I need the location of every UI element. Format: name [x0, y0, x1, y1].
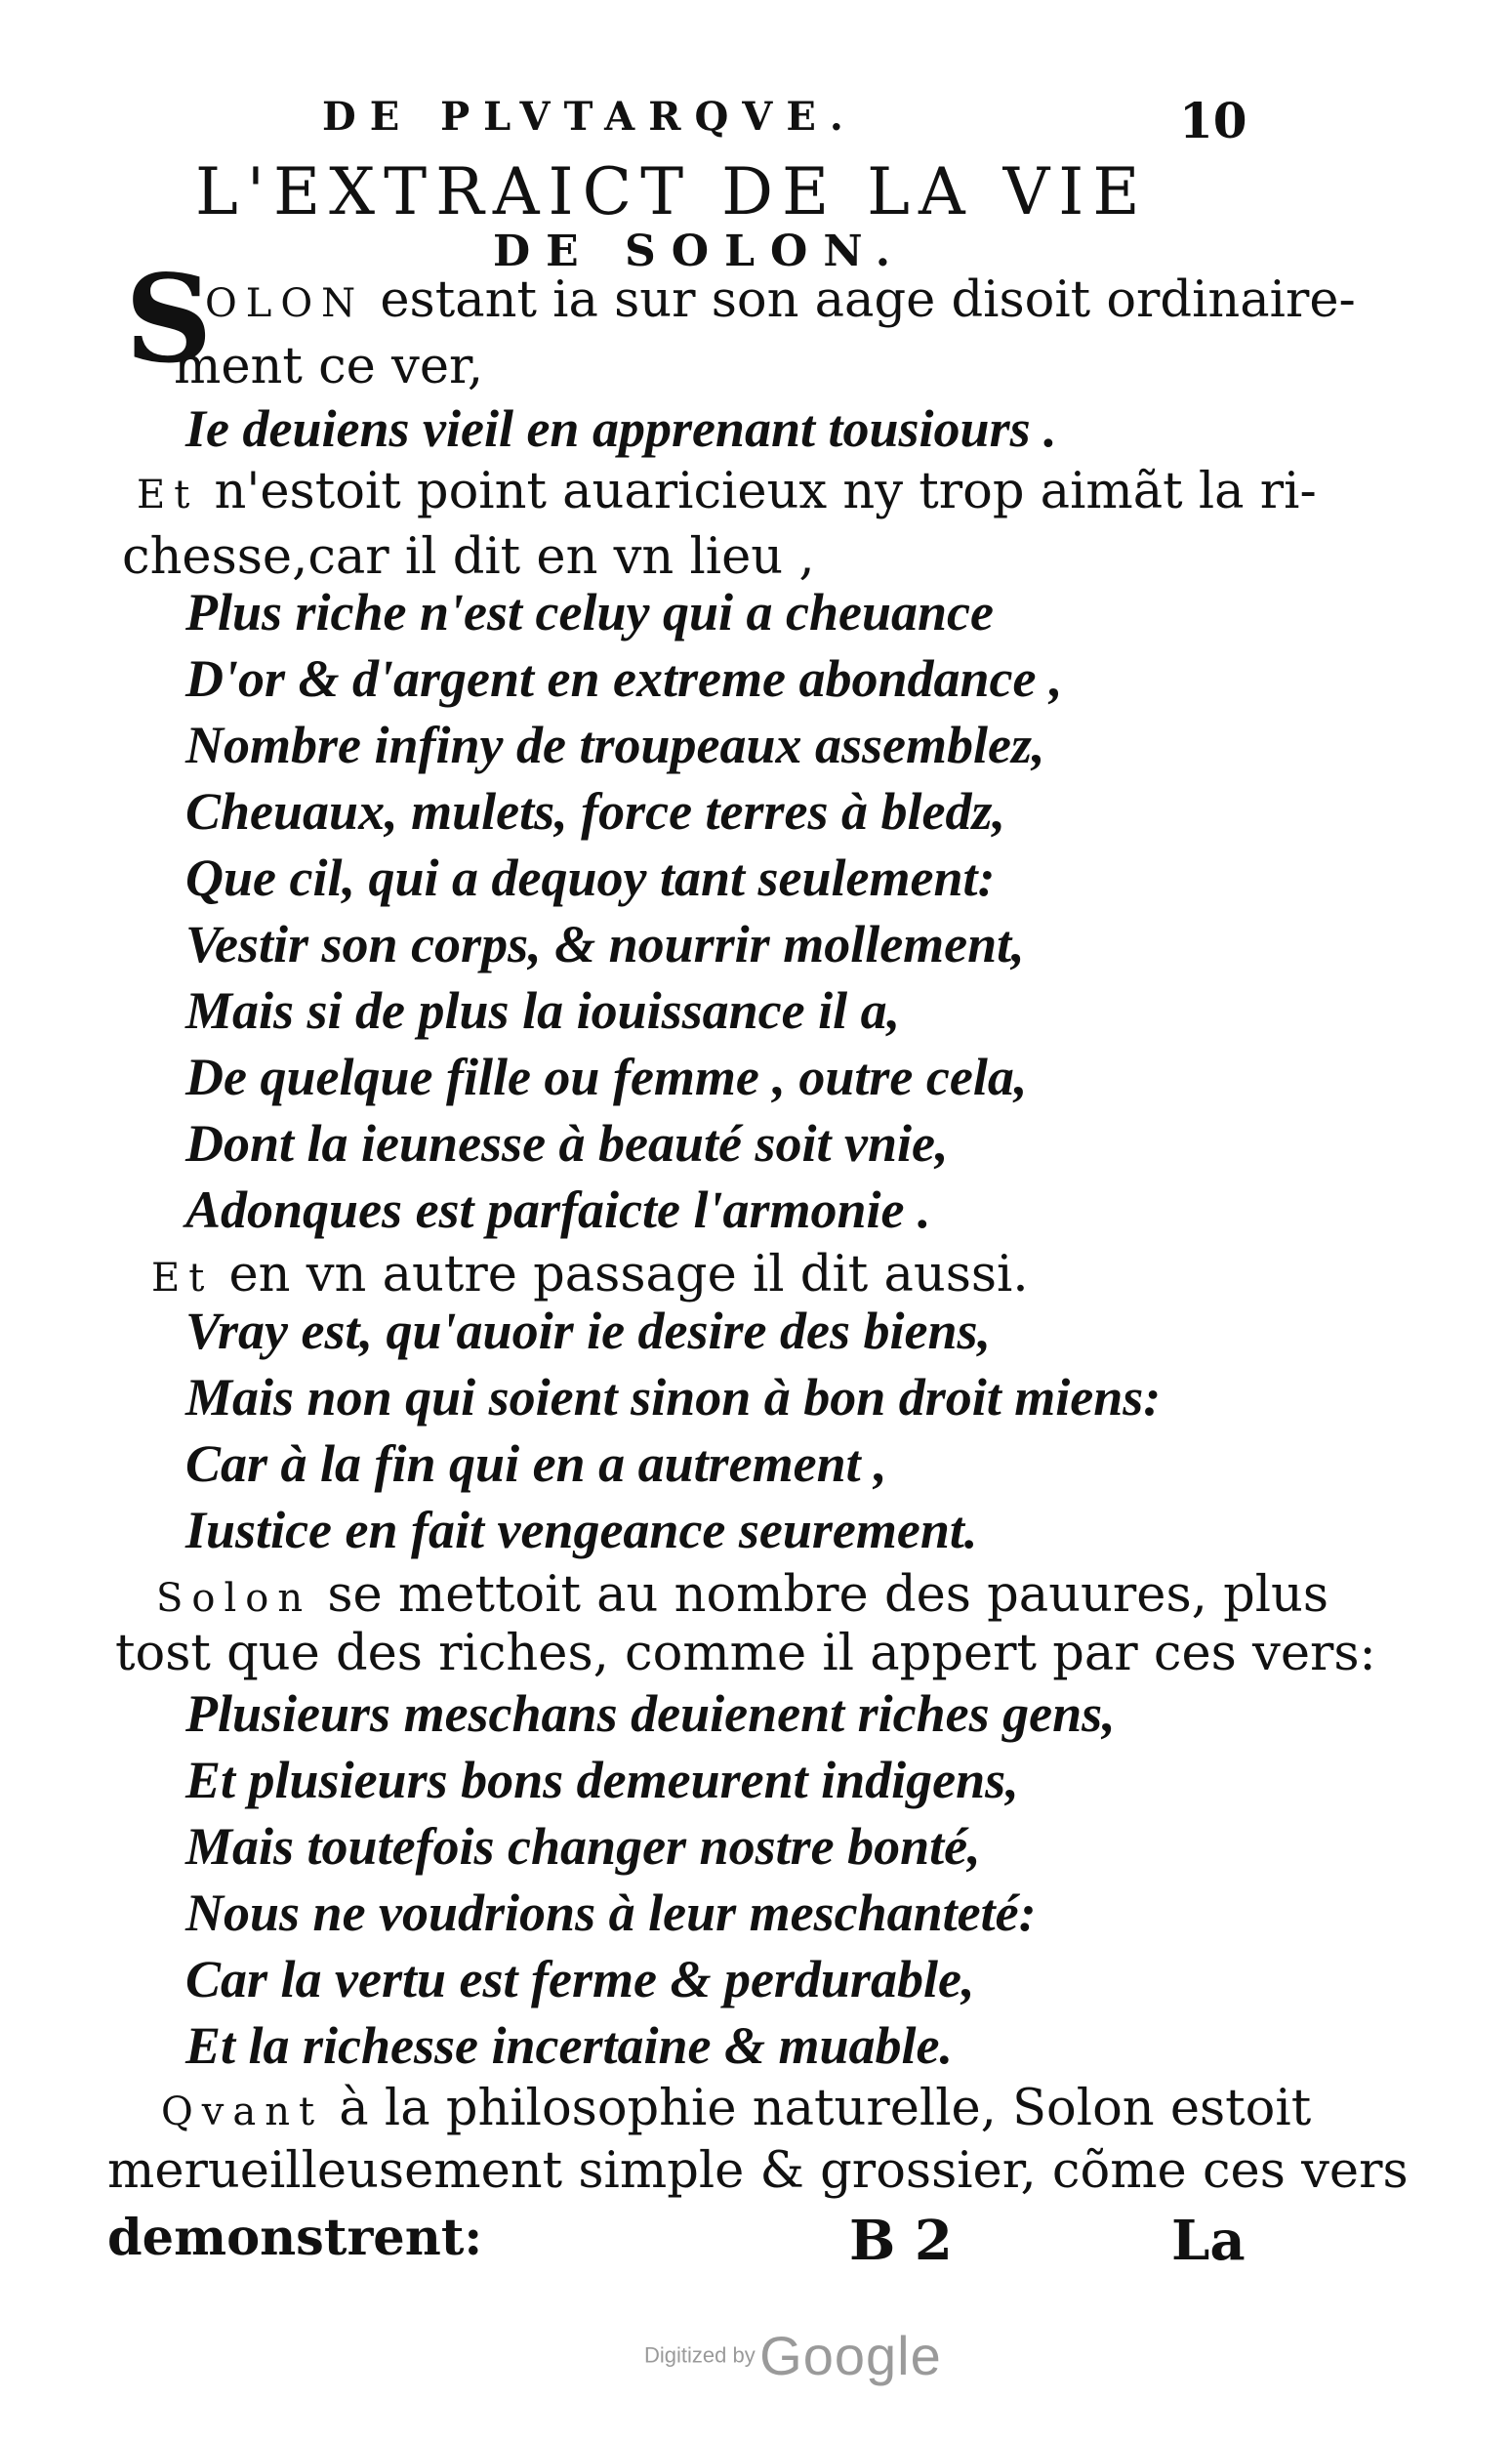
line-text: Plusieurs meschans deuienent riches gens, — [185, 1684, 1116, 1743]
digitization-footer — [644, 2324, 942, 2387]
footer-digitized-label: Digitized by — [644, 2342, 756, 2368]
line-text: en vn autre passage il dit aussi. — [213, 1246, 1029, 1303]
prose-line — [174, 338, 484, 395]
catchword-right: La — [1171, 2209, 1246, 2273]
page-number: 10 — [1179, 92, 1247, 149]
line-text: Mais toutefois changer nostre bonté, — [185, 1817, 981, 1876]
line-text: Et la richesse incertaine & muable. — [185, 2016, 954, 2075]
verse-line — [185, 1434, 887, 1493]
verse-line — [185, 981, 901, 1040]
line-text: D'or & d'argent en extreme abondance , — [185, 649, 1063, 708]
verse-line — [185, 1180, 931, 1239]
line-text: Vestir son corps, & nourrir mollement, — [185, 915, 1025, 973]
line-text: Nombre infiny de troupeaux assemblez, — [185, 716, 1045, 774]
verse-line — [185, 1817, 981, 1876]
small-caps-lead: Qvant — [161, 2089, 324, 2134]
line-text: Vray est, qu'auoir ie desire des biens, — [185, 1302, 992, 1360]
verse-line — [185, 1501, 978, 1559]
small-caps-lead: Et — [151, 1256, 214, 1301]
running-header: DE PLVTARQVE. — [322, 94, 857, 140]
line-text: n'estoit point auaricieux ny trop aimãt la ri- — [198, 463, 1317, 520]
verse-line — [185, 915, 1025, 973]
prose-line — [137, 463, 1317, 520]
line-text: Cheuaux, mulets, force terres à bledz, — [185, 782, 1006, 841]
line-text: Nous ne voudrions à leur meschanteté: — [185, 1883, 1037, 1942]
prose-line — [115, 1625, 1376, 1682]
verse-line — [185, 1883, 1037, 1942]
prose-line — [107, 2142, 1409, 2200]
line-text: Plus riche n'est celuy qui a cheuance — [185, 583, 994, 641]
line-text: Car la vertu est ferme & perdurable, — [185, 1950, 975, 2008]
prose-line — [205, 271, 1356, 329]
catchword-left: demonstrent: — [107, 2209, 483, 2267]
line-text: Mais non qui soient sinon à bon droit miens: — [185, 1368, 1162, 1427]
verse-line — [185, 2016, 954, 2075]
verse-line — [185, 399, 1057, 458]
verse-line — [185, 1368, 1162, 1427]
line-text: ment ce ver, — [174, 338, 484, 395]
line-text: Ie deuiens vieil en apprenant tousiours . — [185, 399, 1057, 458]
verse-line — [185, 1048, 1028, 1106]
verse-line — [185, 716, 1045, 774]
small-caps-lead: OLON — [205, 281, 365, 326]
line-text: Adonques est parfaicte l'armonie . — [185, 1180, 931, 1239]
line-text: tost que des riches, comme il appert par ces vers: — [115, 1625, 1376, 1682]
small-caps-lead: Et — [137, 473, 199, 517]
signature-mark: B 2 — [849, 2209, 953, 2273]
line-text: Dont la ieunesse à beauté soit vnie, — [185, 1114, 949, 1173]
line-text: estant ia sur son aage disoit ordinaire- — [364, 271, 1356, 329]
verse-line — [185, 1950, 975, 2008]
line-text: Que cil, qui a dequoy tant seulement: — [185, 848, 996, 907]
prose-line — [161, 2080, 1312, 2137]
line-text: Et plusieurs bons demeurent indigens, — [185, 1751, 1019, 1809]
line-text: merueilleusement simple & grossier, cõme ces vers — [107, 2142, 1409, 2200]
verse-line — [185, 782, 1006, 841]
line-text: De quelque fille ou femme , outre cela, — [185, 1048, 1028, 1106]
line-text: à la philosophie naturelle, Solon estoit — [323, 2080, 1312, 2137]
footer-google-label: Google — [759, 2325, 942, 2386]
line-text: chesse,car il dit en vn lieu , — [122, 528, 815, 586]
small-caps-lead: Solon — [156, 1576, 312, 1621]
chapter-subtitle: DE SOLON. — [493, 227, 907, 276]
verse-line — [185, 1114, 949, 1173]
prose-line — [122, 528, 815, 586]
line-text: se mettoit au nombre des pauures, plus — [311, 1566, 1329, 1624]
verse-line — [185, 583, 994, 641]
prose-line — [156, 1566, 1329, 1624]
verse-line — [185, 1751, 1019, 1809]
verse-line — [185, 1684, 1116, 1743]
drop-cap: S — [125, 249, 213, 391]
prose-line — [151, 1246, 1029, 1303]
chapter-title: L'EXTRAICT DE LA VIE — [195, 154, 1149, 229]
line-text: Iustice en fait vengeance seurement. — [185, 1501, 978, 1559]
line-text: Car à la fin qui en a autrement , — [185, 1434, 887, 1493]
verse-line — [185, 848, 996, 907]
verse-line — [185, 649, 1063, 708]
line-text: Mais si de plus la iouissance il a, — [185, 981, 901, 1040]
verse-line — [185, 1302, 992, 1360]
